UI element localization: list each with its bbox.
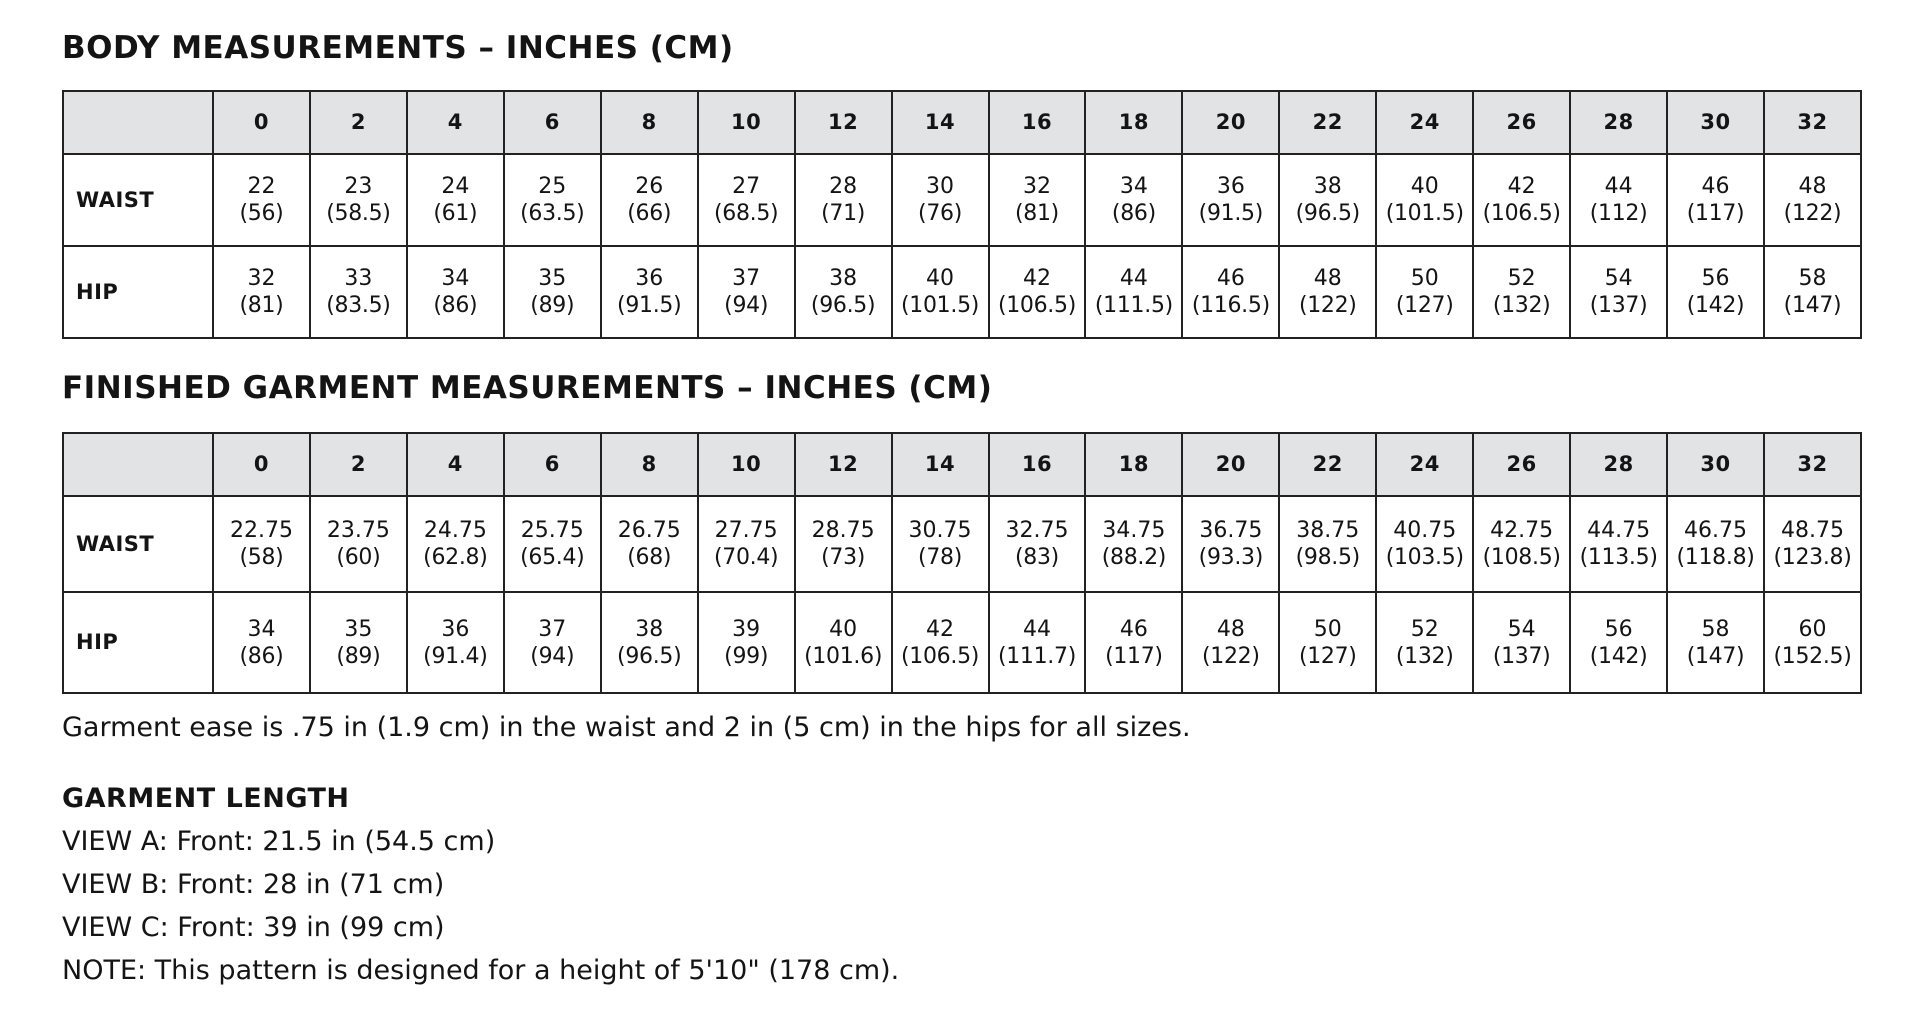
measurement-cell [989,154,1086,246]
size-header-cell: 2 [310,433,407,496]
size-header-cell: 4 [407,433,504,496]
inches-value: 35 [344,616,373,642]
size-header-cell: 20 [1182,433,1279,496]
inches-value: 34 [441,266,470,291]
row-label: WAIST [63,154,213,246]
measurement-cell [601,496,698,592]
centimeters-value: (78) [918,545,963,570]
centimeters-value: (147) [1686,643,1745,669]
inches-value: 52 [1507,266,1536,291]
centimeters-value: (83) [1014,545,1059,570]
inches-value: 44 [1022,616,1051,642]
size-header-cell: 16 [989,433,1086,496]
body-measurements-title: BODY MEASUREMENTS – INCHES (CM) [62,30,734,66]
measurement-cell [310,496,407,592]
size-header-cell: 22 [1279,433,1376,496]
inches-value: 37 [732,266,761,291]
centimeters-value: (62.8) [423,545,488,570]
measurement-cell [1085,496,1182,592]
size-header-cell: 10 [698,91,795,154]
size-header-cell: 8 [601,433,698,496]
ease-note: Garment ease is .75 in (1.9 cm) in the waist and 2 in (5 cm) in the hips for all sizes. [62,712,1191,743]
inches-value: 44.75 [1587,518,1651,543]
measurement-cell [1570,496,1667,592]
inches-value: 42 [1507,174,1536,199]
measurement-cell [504,246,601,338]
measurement-cell [1182,154,1279,246]
centimeters-value: (86) [239,643,284,669]
inches-value: 50 [1313,616,1342,642]
measurement-cell [1667,496,1764,592]
measurement-cell [1473,496,1570,592]
measurement-cell [989,246,1086,338]
corner-cell [63,433,213,496]
row-label: HIP [63,246,213,338]
row-label: HIP [63,592,213,693]
inches-value: 28.75 [811,518,875,543]
inches-value: 40 [926,266,955,291]
centimeters-value: (76) [918,201,963,226]
inches-value: 22.75 [229,518,293,543]
corner-cell [63,91,213,154]
measurement-cell [795,154,892,246]
inches-value: 50 [1410,266,1439,291]
measurement-cell [213,154,310,246]
centimeters-value: (127) [1298,643,1357,669]
measurement-cell [213,496,310,592]
measurement-cell [989,592,1086,693]
measurement-cell [698,496,795,592]
measurement-cell [1667,592,1764,693]
centimeters-value: (91.5) [617,293,682,318]
centimeters-value: (68) [627,545,672,570]
measurement-cell [407,592,504,693]
size-header-cell: 4 [407,91,504,154]
body-measurements-table [62,90,1862,339]
inches-value: 46 [1701,174,1730,199]
size-header-cell: 32 [1764,91,1861,154]
inches-value: 34 [247,616,276,642]
measurement-cell [1279,496,1376,592]
garment-measurements-title: FINISHED GARMENT MEASUREMENTS – INCHES (CM) [62,370,993,406]
size-header-cell: 16 [989,91,1086,154]
centimeters-value: (106.5) [997,293,1076,318]
centimeters-value: (122) [1298,293,1357,318]
centimeters-value: (118.8) [1676,545,1755,570]
centimeters-value: (93.3) [1198,545,1264,570]
measurement-cell [698,154,795,246]
centimeters-value: (103.5) [1385,545,1464,570]
inches-value: 58 [1798,266,1827,291]
centimeters-value: (83.5) [326,293,391,318]
measurement-cell [698,246,795,338]
inches-value: 34.75 [1102,518,1166,543]
centimeters-value: (132) [1395,643,1454,669]
size-header-cell: 12 [795,91,892,154]
inches-value: 46 [1216,266,1245,291]
centimeters-value: (99) [724,643,769,669]
measurement-cell [989,496,1086,592]
measurement-cell [1182,246,1279,338]
measurement-cell [892,246,989,338]
measurement-row [63,246,1861,338]
size-header-cell: 30 [1667,91,1764,154]
inches-value: 56 [1604,616,1633,642]
measurement-cell [795,246,892,338]
centimeters-value: (89) [336,643,381,669]
size-header-cell: 0 [213,91,310,154]
centimeters-value: (123.8) [1773,545,1852,570]
centimeters-value: (96.5) [1295,201,1360,226]
inches-value: 46.75 [1684,518,1748,543]
centimeters-value: (117) [1105,643,1163,669]
centimeters-value: (106.5) [1482,201,1561,226]
size-header-cell: 18 [1085,91,1182,154]
measurement-cell [1085,246,1182,338]
inches-value: 24 [441,174,470,199]
centimeters-value: (65.4) [520,545,585,570]
centimeters-value: (96.5) [810,293,876,318]
measurement-cell [310,246,407,338]
centimeters-value: (58) [239,545,284,570]
size-header-cell: 2 [310,91,407,154]
inches-value: 26.75 [617,518,681,543]
inches-value: 58 [1701,616,1730,642]
centimeters-value: (61) [433,201,478,226]
size-header-cell: 12 [795,433,892,496]
centimeters-value: (111.7) [997,643,1076,669]
centimeters-value: (137) [1589,293,1648,318]
inches-value: 35 [538,266,567,291]
measurement-cell [1764,154,1861,246]
size-header-cell: 28 [1570,91,1667,154]
inches-value: 34 [1119,174,1148,199]
inches-value: 38 [829,266,858,291]
measurement-row [63,592,1861,693]
inches-value: 25 [538,174,567,199]
measurement-cell [1570,246,1667,338]
centimeters-value: (142) [1589,643,1648,669]
inches-value: 48 [1798,174,1827,199]
size-header-cell: 0 [213,433,310,496]
centimeters-value: (101.5) [1385,201,1464,226]
centimeters-value: (88.2) [1101,545,1167,570]
measurement-cell [1764,246,1861,338]
measurement-cell [1376,496,1473,592]
measurement-cell [213,592,310,693]
size-header-cell: 14 [892,433,989,496]
measurement-cell [1376,592,1473,693]
measurement-cell [1182,496,1279,592]
inches-value: 42.75 [1490,518,1554,543]
centimeters-value: (96.5) [617,643,682,669]
centimeters-value: (86) [433,293,478,318]
centimeters-value: (132) [1492,293,1551,318]
measurement-cell [1279,154,1376,246]
centimeters-value: (137) [1492,643,1551,669]
measurement-cell [892,496,989,592]
centimeters-value: (94) [724,293,769,318]
measurement-cell [504,154,601,246]
inches-value: 44 [1119,266,1148,291]
garment-length-title: GARMENT LENGTH [62,783,350,814]
inches-value: 42 [926,616,955,642]
view-b-length: VIEW B: Front: 28 in (71 cm) [62,869,445,900]
centimeters-value: (71) [821,201,866,226]
measurement-cell [892,154,989,246]
inches-value: 36 [1216,174,1245,199]
centimeters-value: (81) [1014,201,1059,226]
measurement-cell [601,154,698,246]
measurement-cell [1279,592,1376,693]
size-header-cell: 18 [1085,433,1182,496]
centimeters-value: (68.5) [713,201,779,226]
size-header-cell: 28 [1570,433,1667,496]
inches-value: 54 [1604,266,1633,291]
measurement-cell [310,154,407,246]
inches-value: 52 [1410,616,1439,642]
measurement-cell [795,496,892,592]
centimeters-value: (91.4) [423,643,488,669]
inches-value: 32.75 [1005,518,1069,543]
measurement-cell [1570,592,1667,693]
measurement-cell [407,246,504,338]
measurement-cell [1473,154,1570,246]
inches-value: 27.75 [714,518,778,543]
centimeters-value: (142) [1686,293,1745,318]
size-header-cell: 20 [1182,91,1279,154]
size-header-cell: 26 [1473,91,1570,154]
inches-value: 24.75 [423,518,487,543]
size-header-cell: 24 [1376,433,1473,496]
centimeters-value: (147) [1783,293,1842,318]
centimeters-value: (91.5) [1198,201,1264,226]
measurement-cell [1473,246,1570,338]
centimeters-value: (56) [239,201,284,226]
centimeters-value: (101.6) [804,643,883,669]
measurement-row [63,496,1861,592]
centimeters-value: (152.5) [1773,643,1852,669]
inches-value: 27 [732,174,761,199]
measurement-cell [1376,246,1473,338]
inches-value: 46 [1119,616,1148,642]
measurement-cell [1667,154,1764,246]
centimeters-value: (66) [627,201,672,226]
centimeters-value: (81) [239,293,284,318]
size-header-row [63,433,1861,496]
inches-value: 48.75 [1781,518,1844,543]
size-header-cell: 8 [601,91,698,154]
inches-value: 56 [1701,266,1730,291]
centimeters-value: (86) [1111,201,1156,226]
garment-measurements-table [62,432,1862,694]
measurement-cell [1570,154,1667,246]
measurement-cell [1667,246,1764,338]
size-header-cell: 24 [1376,91,1473,154]
inches-value: 25.75 [520,518,584,543]
inches-value: 33 [344,266,373,291]
inches-value: 30 [926,174,955,199]
centimeters-value: (117) [1686,201,1745,226]
view-a-length: VIEW A: Front: 21.5 in (54.5 cm) [62,826,496,857]
inches-value: 23 [344,174,373,199]
inches-value: 30.75 [908,518,972,543]
measurement-cell [407,496,504,592]
size-header-cell: 22 [1279,91,1376,154]
measurement-cell [795,592,892,693]
measurement-cell [698,592,795,693]
size-header-cell: 30 [1667,433,1764,496]
size-header-cell: 26 [1473,433,1570,496]
inches-value: 38 [1313,174,1342,199]
inches-value: 23.75 [326,518,390,543]
measurement-cell [504,592,601,693]
size-header-cell: 6 [504,91,601,154]
inches-value: 28 [829,174,858,199]
centimeters-value: (70.4) [713,545,779,570]
measurement-row [63,154,1861,246]
size-header-cell: 14 [892,91,989,154]
centimeters-value: (73) [821,545,866,570]
centimeters-value: (116.5) [1191,293,1270,318]
measurement-cell [1085,592,1182,693]
inches-value: 39 [732,616,761,642]
inches-value: 48 [1313,266,1342,291]
centimeters-value: (94) [530,643,575,669]
row-label: WAIST [63,496,213,592]
size-header-row [63,91,1861,154]
centimeters-value: (122) [1783,201,1842,226]
size-header-cell: 10 [698,433,795,496]
measurement-cell [1473,592,1570,693]
centimeters-value: (113.5) [1579,545,1658,570]
inches-value: 60 [1798,616,1827,642]
measurement-cell [504,496,601,592]
measurement-cell [1182,592,1279,693]
inches-value: 36 [441,616,470,642]
inches-value: 38.75 [1296,518,1360,543]
inches-value: 44 [1604,174,1633,199]
centimeters-value: (111.5) [1094,293,1173,318]
centimeters-value: (89) [530,293,575,318]
inches-value: 32 [247,266,276,291]
centimeters-value: (98.5) [1295,545,1360,570]
centimeters-value: (63.5) [520,201,585,226]
measurement-cell [310,592,407,693]
measurement-cell [601,246,698,338]
inches-value: 38 [635,616,664,642]
measurement-cell [1279,246,1376,338]
measurement-cell [1764,592,1861,693]
measurement-cell [213,246,310,338]
size-header-cell: 32 [1764,433,1861,496]
inches-value: 26 [635,174,664,199]
inches-value: 36.75 [1199,518,1263,543]
centimeters-value: (58.5) [326,201,391,226]
centimeters-value: (106.5) [901,643,980,669]
inches-value: 40 [1410,174,1439,199]
measurement-cell [1764,496,1861,592]
inches-value: 42 [1022,266,1051,291]
height-note: NOTE: This pattern is designed for a height of 5'10" (178 cm). [62,955,900,986]
measurement-cell [1085,154,1182,246]
measurement-cell [601,592,698,693]
measurement-cell [407,154,504,246]
inches-value: 37 [538,616,567,642]
inches-value: 40 [829,616,858,642]
centimeters-value: (60) [336,545,381,570]
inches-value: 54 [1507,616,1536,642]
centimeters-value: (112) [1589,201,1648,226]
measurement-cell [1376,154,1473,246]
inches-value: 32 [1022,174,1051,199]
view-c-length: VIEW C: Front: 39 in (99 cm) [62,912,445,943]
measurement-cell [892,592,989,693]
size-header-cell: 6 [504,433,601,496]
centimeters-value: (108.5) [1482,545,1561,570]
inches-value: 40.75 [1393,518,1457,543]
centimeters-value: (127) [1395,293,1454,318]
inches-value: 48 [1216,616,1245,642]
inches-value: 22 [247,174,276,199]
centimeters-value: (101.5) [901,293,980,318]
centimeters-value: (122) [1202,643,1260,669]
inches-value: 36 [635,266,664,291]
